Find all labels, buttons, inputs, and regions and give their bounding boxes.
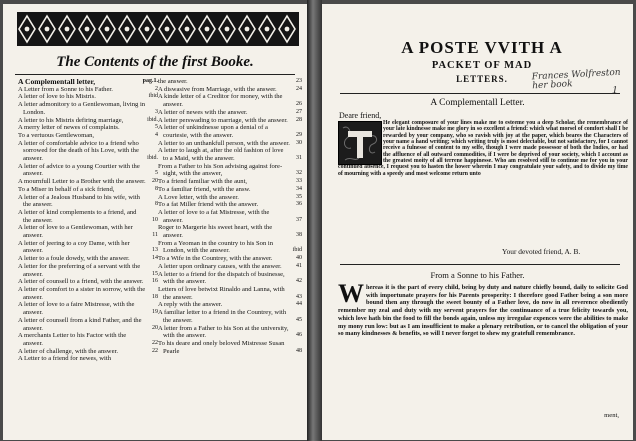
contents-entry-page: 22 <box>152 347 158 354</box>
contents-entry-text: A letter of love to a faire Mistresse, with the answer. <box>18 301 135 317</box>
contents-entry-page: 4 <box>155 131 158 138</box>
contents-entry <box>158 93 302 108</box>
salutation: Deare friend, <box>339 111 382 120</box>
contents-entry <box>158 286 302 301</box>
contents-entry <box>18 255 158 263</box>
second-letter-text: hereas it is the part of every child, being by duty and nature chiefly bound, daily to solicite God with importunate prayers for his Parents prosperity: I therefore good Father being a son more bound then any through the sweet bounty of a Father love, do now in all reverence obediently remember my zeal and duty with my servent prayers for the continuance of a true felicity towards you, which love hath bin the food to fill the bonds again, unless my irregular expences were the abilities to make my mony run low: but as I am insufficient to make a plenary retribution, or to cancel the obligation of your so many kindnesses & benefits, so will I never forget to shew my gratefull remembrance. <box>338 284 628 338</box>
contents-entry <box>18 286 158 301</box>
letter-signoff: Your devoted friend, A. B. <box>502 247 581 256</box>
contents-heading-label: A Complementall letter, <box>18 77 96 86</box>
contents-entry <box>158 147 302 162</box>
contents-entry-page: 19 <box>152 309 158 316</box>
contents-entry-text: A letter to an unthankfull person, with the answer. <box>158 139 290 147</box>
contents-entry-page: 29 <box>296 131 302 138</box>
contents-entry-text: A letter of comfort to a sister in sorrow, with the answer. <box>18 285 146 301</box>
contents-entry-text: A merchants Letter to his Factor with the answer. <box>18 332 127 347</box>
right-page <box>322 4 633 440</box>
contents-entry <box>18 332 158 347</box>
contents-entry <box>18 317 158 332</box>
contents-entry <box>158 301 302 309</box>
contents-entry-page: 11 <box>152 232 158 239</box>
contents-entry-text: A letter from a Father to his Son at the university, with the answer. <box>158 324 289 340</box>
contents-entry-page: 46 <box>296 332 302 339</box>
contents-entry-page: 15 <box>152 270 158 277</box>
contents-entry-text: A letter of counsell to a friend, with the answer. <box>18 278 144 286</box>
contents-entry <box>18 263 158 278</box>
contents-entry-text: A letter perswading to marriage, with the answer. <box>158 116 288 124</box>
contents-entry-text: A mournfull Letter to a Brother with the answer. <box>18 178 146 186</box>
contents-entry <box>158 194 302 202</box>
contents-entry-text: A Letter to a friend for newes, with <box>18 355 112 363</box>
contents-entry-page: 31 <box>296 155 302 162</box>
contents-heading-page: pag.1. <box>142 78 158 84</box>
contents-entry-text: A letter of challenge, with the answer. <box>18 347 118 355</box>
contents-entry-page: 16 <box>152 278 158 285</box>
contents-entry-text: To a vertuous Gentlewoman, <box>18 131 95 139</box>
contents-entry-page: 14 <box>152 255 158 262</box>
contents-entry-text: A letter of a Jealous Husband to his wife, with the answer. <box>18 193 140 209</box>
book-gutter <box>307 0 322 441</box>
contents-entry-page: 20 <box>152 324 158 331</box>
contents-entry <box>18 186 158 194</box>
contents-entry <box>18 93 158 101</box>
contents-entry <box>18 209 158 224</box>
contents-entry-text: Letters of love betwixt Rinaldo and Lanna, with the answer. <box>158 285 285 301</box>
contents-entry-text: A merry letter of newes of complaints. <box>18 124 120 132</box>
contents-column-right <box>158 78 302 355</box>
contents-entry-text: A letter of jeering to a coy Dame, with her answer. <box>18 239 130 255</box>
contents-entry <box>18 86 158 94</box>
contents-entry-page: 35 <box>296 193 302 200</box>
contents-entry <box>18 240 158 255</box>
contents-entry-page: 28 <box>296 116 302 123</box>
contents-entry-text: To his deare and onely beloved Mistresse Susan Pearle <box>158 339 285 355</box>
contents-entry-page: 27 <box>296 108 302 115</box>
contents-entry-text: To a Wife in the Countrey, with the answer. <box>158 255 273 263</box>
contents-entry-page: 32 <box>296 170 302 177</box>
contents-entry-text: From a Yeoman in the country to his Son in London, with the answer. <box>158 239 274 255</box>
contents-entry-text: A familiar letter to a friend in the Countrey, with the answer. <box>158 309 287 324</box>
contents-entry-text: A kinde letter of a Creditor for money, with the answer. <box>158 93 283 109</box>
book-subtitle-2: LETTERS. <box>456 74 508 84</box>
contents-entry <box>158 271 302 286</box>
contents-entry <box>18 124 158 132</box>
ornamental-border <box>17 12 299 46</box>
contents-entry-page: 8 <box>155 185 158 192</box>
contents-entry-text: A letter to laugh at, after the old fashion of love to a Maid, with the answer. <box>158 147 284 163</box>
contents-entry-text: A letter of unkindnesse upon a denial of a courtesie, with the answer. <box>158 124 268 139</box>
contents-entry <box>18 140 158 163</box>
contents-entry <box>18 224 158 239</box>
section-rule <box>340 264 620 265</box>
contents-entry-text: To a friend familiar with the aunt, <box>158 178 248 186</box>
contents-entry <box>18 117 158 125</box>
contents-entry <box>18 301 158 316</box>
letter-title: A Complementall Letter. <box>430 98 525 108</box>
contents-entry <box>158 78 302 86</box>
contents-entry-page: 43 <box>296 293 302 300</box>
contents-entry-page: 40 <box>296 255 302 262</box>
contents-entry-text: A letter upon ordinary causes, with the answer. <box>158 262 282 270</box>
contents-entry <box>158 163 302 178</box>
contents-entry-page: 30 <box>296 139 302 146</box>
contents-entry <box>18 178 158 186</box>
contents-entry-text: A letter of comfortable advice to a friend who sorrowed for the death of his Love, with the answer. <box>18 139 139 163</box>
contents-entry <box>158 263 302 271</box>
drop-cap-t-icon <box>338 121 382 165</box>
contents-entry-text: A letter to his Mistris defiring marriage, <box>18 116 124 124</box>
contents-entry <box>158 309 302 324</box>
contents-entry <box>158 186 302 194</box>
contents-entry-page: 13 <box>152 247 158 254</box>
contents-entry-page: 2 <box>155 85 158 92</box>
contents-entry-page: 41 <box>296 262 302 269</box>
contents-entry-page: 38 <box>296 232 302 239</box>
contents-entry-text: Roger to Margerie his sweet heart, with the answer. <box>158 224 273 240</box>
contents-entry <box>18 348 158 356</box>
contents-entry <box>18 355 158 363</box>
contents-entry-page: 22 <box>152 339 158 346</box>
contents-entry <box>158 178 302 186</box>
contents-entry-text: A letter of newes with the answer. <box>158 108 248 116</box>
contents-entry-page: 5 <box>155 124 158 131</box>
contents-entry-text: A letter of love to a Gentlewoman, with her answer. <box>18 224 133 240</box>
contents-entry-page: 44 <box>296 301 302 308</box>
contents-entry-page: 45 <box>296 316 302 323</box>
contents-entry-text: A letter of love to his Mistris. <box>18 93 96 101</box>
contents-entry-text: From a Father to his Son advising against fore-sight, with the answer, <box>158 162 283 178</box>
handwritten-number: 1 <box>612 84 618 96</box>
second-letter-title: From a Sonne to his Father. <box>430 270 525 280</box>
contents-entry-page: ibid. <box>147 116 158 123</box>
contents-entry-text: A diswasive from Marriage, with the answer. <box>158 85 277 93</box>
contents-entry-page: 24 <box>296 85 302 92</box>
contents-entry-page: 23 <box>296 78 302 84</box>
contents-entry-text: A letter of advice to a young Courtier with the answer. <box>18 162 140 178</box>
contents-entry-page: ibid. <box>147 155 158 162</box>
contents-heading <box>18 78 158 86</box>
initial-letter: W <box>338 279 364 308</box>
contents-entry <box>18 278 158 286</box>
contents-entry-page: ibid <box>292 247 302 254</box>
contents-entry <box>158 240 302 255</box>
contents-entry-page: ibid <box>148 93 158 100</box>
contents-entry <box>158 109 302 117</box>
contents-entry <box>158 117 302 125</box>
contents-entry <box>18 194 158 209</box>
second-letter-body <box>338 279 628 338</box>
catchword: ment, <box>604 412 619 419</box>
contents-entry-text: A letter to a friend for the dispatch of businesse, with the answer. <box>158 270 285 286</box>
contents-entry-text: A Love letter, with the answer. <box>158 193 239 201</box>
contents-entry <box>158 124 302 139</box>
contents-entry-text: the answer. <box>158 78 188 85</box>
contents-entry <box>158 140 302 148</box>
contents-entry <box>158 86 302 94</box>
book-title: A POSTE VVITH A <box>401 38 563 57</box>
contents-entry-text: A letter of love to a fat Mistresse, with the answer. <box>158 208 270 224</box>
contents-entry-page: 20 <box>152 178 158 185</box>
contents-entry-page: 5 <box>155 170 158 177</box>
contents-entry-page: 8 <box>155 201 158 208</box>
contents-entry-text: A letter for the preferring of a servant with the answer. <box>18 262 141 278</box>
contents-entry-page: 37 <box>296 216 302 223</box>
contents-entry-text: To a fat Miller friend with the answer. <box>158 201 259 209</box>
contents-entry <box>158 224 302 239</box>
contents-entry-text: A Letter from a Sonne to his Father. <box>18 85 113 93</box>
contents-entry-text: A reply with the answer. <box>158 301 223 309</box>
left-page <box>3 4 307 440</box>
contents-entry <box>158 325 302 340</box>
contents-entry <box>158 209 302 224</box>
header-rule <box>340 93 620 94</box>
contents-entry-text: To a familiar friend, with the answ. <box>158 185 251 193</box>
contents-entry-page: 48 <box>296 347 302 354</box>
contents-entry <box>158 255 302 263</box>
handwritten-note: Frances Wolfreston her book <box>531 67 621 92</box>
contents-entry-page: 34 <box>296 185 302 192</box>
contents-entry <box>18 101 158 116</box>
contents-entry <box>18 132 158 140</box>
contents-entry-page: 18 <box>152 293 158 300</box>
contents-entry <box>158 340 302 355</box>
contents-entry-text: A letter to a foule dowdy, with the answer. <box>18 255 130 263</box>
contents-entry-text: A letter of kind complements to a friend, and the answer. <box>18 208 137 224</box>
contents-column-left <box>18 78 158 363</box>
contents-entry-page: 10 <box>152 216 158 223</box>
contents-entry-page: 36 <box>296 201 302 208</box>
title-rule <box>15 74 295 75</box>
contents-entry-text: A letter admonitory to a Gentlewoman, living in London. <box>18 101 146 116</box>
contents-title: The Contents of the first Booke. <box>56 54 254 70</box>
contents-entry-page: 3 <box>155 108 158 115</box>
contents-entry-page: 42 <box>296 278 302 285</box>
letter-body-text: He elegant composure of your lines make me to esteeme you a deep Scholar, the remembrance of your late kindnesse make me glory in so excellent a friend: which what morsel of comfort shall I be rewarded by your company, who so ravish with joy at the paper, which beares the Characters of your name a hand writing; which writing truly is most delectable, but not satisfactory, for I cannot receive a fulnesse of content to my selfe, though I were made possessor of both the Indies, or had the affluence of all outward commodities, if I were be deprived of your society, which I account as the greatest moity of all terrene happinesse. Who am resolved still to continue me for you in your continued absence, I request you to hasten the hower wherein I may congratulate your safety, and to divide my time of mourning with a speedy and most welcome return unto <box>338 120 628 177</box>
contents-entry <box>18 163 158 178</box>
contents-entry <box>158 201 302 209</box>
contents-entry-page: 26 <box>296 101 302 108</box>
contents-entry-text: To a Miser in behalf of a sick friend, <box>18 185 115 193</box>
contents-entry-text: A letter of counsell from a kind Father, and the answer. <box>18 316 142 332</box>
book-subtitle: PACKET OF MAD <box>431 60 533 71</box>
contents-entry-page: 33 <box>296 178 302 185</box>
